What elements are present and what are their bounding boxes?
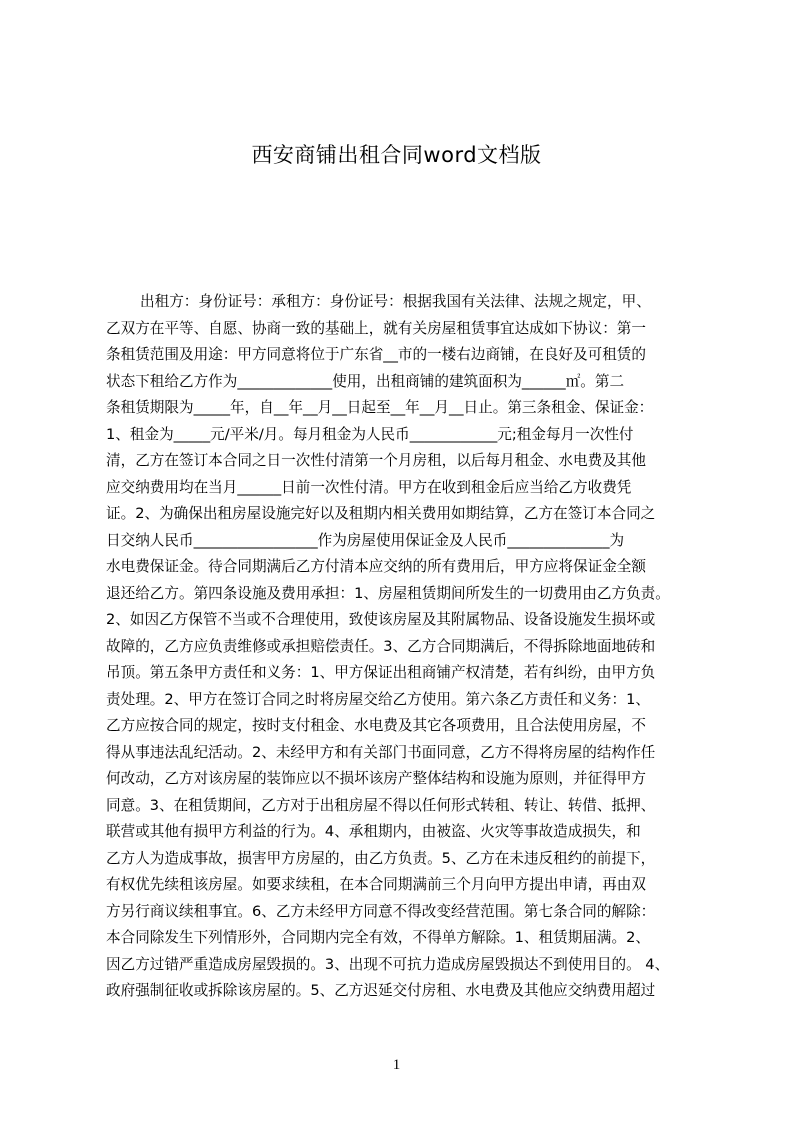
body-line: 同意。3、在租赁期间，乙方对于出租房屋不得以任何形式转租、转让、转借、抵押、 [106,796,656,814]
body-line: 清，乙方在签订本合同之日一次性付清第一个月房租，以后每月租金、水电费及其他 [106,452,646,469]
body-line: 日交纳人民币_________________作为房屋使用保证金及人民币______________为 [106,531,625,549]
body-line: 乙方人为造成事故，损害甲方房屋的，由乙方负责。5、乙方在未违反租约的前提下， [106,849,656,867]
body-line: 乙方应按合同的规定，按时支付租金、水电费及其它各项费用，且合法使用房屋，不 [106,717,646,734]
body-line: 有权优先续租该房屋。如要求续租，在本合同期满前三个月向甲方提出申请，再由双 [106,876,646,893]
body-line: 责处理。2、甲方在签订合同之时将房屋交给乙方使用。第六条乙方责任和义务：1、 [106,690,650,708]
body-line: 得从事违法乱纪活动。2、未经甲方和有关部门书面同意，乙方不得将房屋的结构作任 [106,743,656,761]
body-line: 条租赁范围及用途：甲方同意将位于广东省__市的一楼右边商铺，在良好及可租赁的 [106,346,646,363]
body-line: 条租赁期限为_____年，自__年__月__日起至__年__月__日止。第三条租金、保证金： [106,399,654,416]
body-line: 退还给乙方。第四条设施及费用承担：1、房屋租赁期间所发生的一切费用由乙方负责。 [106,584,670,602]
body-line: 应交纳费用均在当月______日前一次性付清。甲方在收到租金后应当给乙方收费凭 [106,478,632,496]
body-line: 乙双方在平等、自愿、协商一致的基础上，就有关房屋租赁事宜达成如下协议：第一 [106,319,646,337]
body-line: 2、如因乙方保管不当或不合理使用，致使该房屋及其附属物品、设备设施发生损坏或 [106,611,656,628]
body-line: 方另行商议续租事宜。6、乙方未经甲方同意不得改变经营范围。第七条合同的解除： [106,902,656,920]
body-line: 状态下租给乙方作为_____________使用，出租商铺的建筑面积为______㎡。第二 [106,372,625,390]
body-line: 水电费保证金。待合同期满后乙方付清本应交纳的所有费用后，甲方应将保证金全额 [106,558,646,575]
body-line: 故障的，乙方应负责维修或承担赔偿责任。3、乙方合同期满后，不得拆除地面地砖和 [106,637,656,655]
body-line: 1、租金为_____元/平米/月。每月租金为人民币____________元;租金每月一次性付 [106,425,634,443]
body-line: 因乙方过错严重造成房屋毁损的。3、出现不可抗力造成房屋毁损达不到使用目的。 4、 [106,955,670,973]
body-line: 吊顶。第五条甲方责任和义务：1、甲方保证出租商铺产权清楚，若有纠纷，由甲方负 [106,664,656,681]
body-line: 本合同除发生下列情形外，合同期内完全有效，不得单方解除。1、租赁期届满。2、 [106,929,650,946]
body-line: 证。2、为确保出租房屋设施完好以及租期内相关费用如期结算，乙方在签订本合同之 [106,505,656,522]
body-line: 何改动，乙方对该房屋的装饰应以不损坏该房产整体结构和设施为原则，并征得甲方 [106,770,646,787]
body-line: 联营或其他有损甲方利益的行为。4、承租期内，由被盗、火灾等事故造成损失，和 [106,823,641,840]
document-body [106,289,696,1024]
document-title: 西安商铺出租合同word文档版 [251,143,542,167]
body-line: 出租方：身份证号：承租方：身份证号：根据我国有关法律、法规之规定，甲、 [140,293,651,310]
body-line: 政府强制征收或拆除该房屋的。5、乙方迟延交付房租、水电费及其他应交纳费用超过 [106,982,656,999]
page-number: 1 [392,1057,401,1073]
